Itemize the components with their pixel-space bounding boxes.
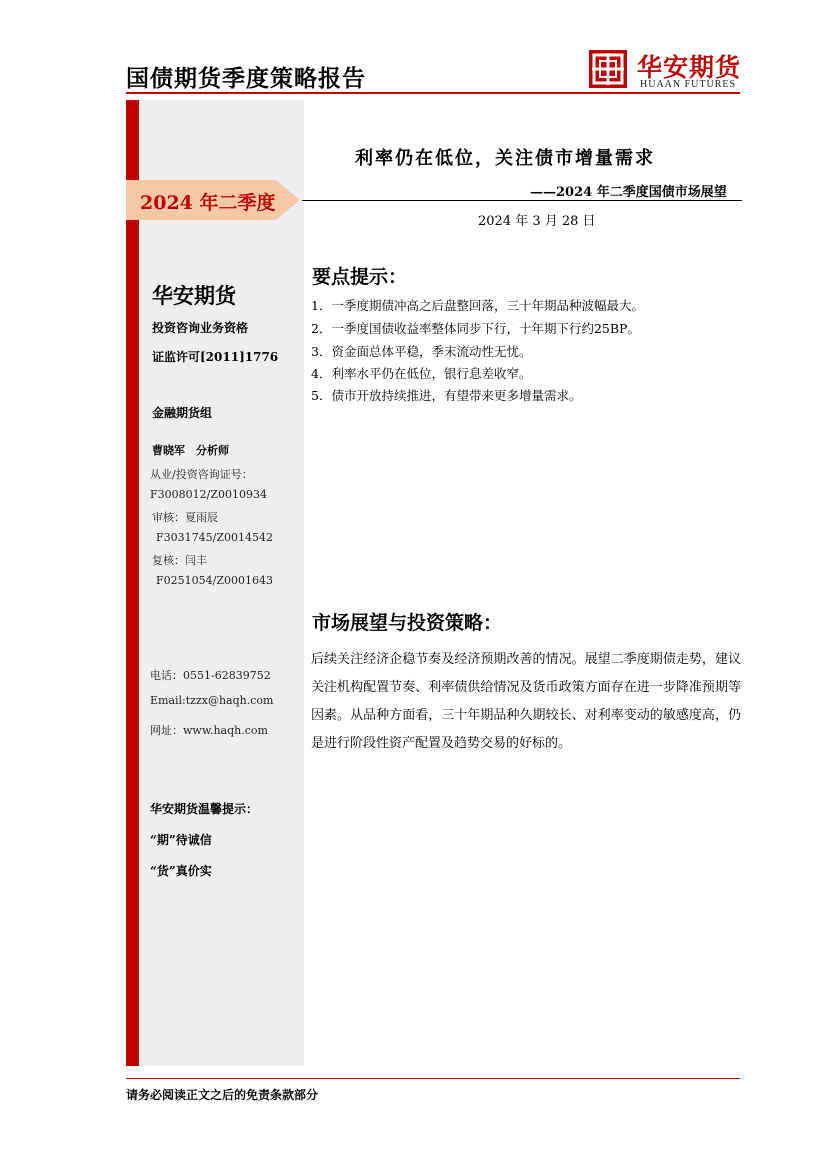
footer-disclaimer: 请务必阅读正文之后的免责条款部分	[126, 1088, 319, 1102]
key-point-item: 5．债市开放持续推进，有望带来更多增量需求。	[311, 388, 582, 403]
season-label: 2024 年二季度	[140, 192, 276, 214]
tip-2: “货”真价实	[150, 864, 212, 878]
key-point-item: 4．利率水平仍在低位，银行息差收窄。	[311, 366, 532, 381]
sidebar-company: 华安期货	[152, 284, 236, 308]
key-points-heading: 要点提示：	[312, 266, 408, 288]
outlook-body: 后续关注经济企稳节奏及经济预期改善的情况。展望二季度期债走势，建议关注机构配置节奏、利率债供给情况及货币政策方面存在进一步降准预期等因素。从品种方面看，三十年期品种久期较长、对利率变动的敏感度高，仍是进行阶段性资产配置及趋势交易的好标的。	[311, 652, 741, 751]
logo-company-name: 华安期货	[637, 53, 742, 82]
group-name: 金融期货组	[152, 406, 213, 420]
reviewer: 审核：夏雨辰	[152, 511, 218, 524]
key-point-item: 2．一季度国债收益率整体同步下行，十年期下行约25BP。	[311, 321, 640, 336]
analyst-name: 曹晓军 分析师	[152, 444, 229, 457]
logo-company-english: HUAAN FUTURES	[640, 79, 737, 90]
outlook-heading: 市场展望与投资策略：	[312, 612, 503, 634]
qualification-line-2: 证监许可[2011]1776	[152, 350, 279, 364]
report-subtitle: ——2024 年二季度国债市场展望	[530, 185, 727, 200]
subtitle-divider	[302, 200, 742, 201]
tips-title: 华安期货温馨提示：	[150, 802, 259, 816]
contact-phone: 电话：0551-62839752	[150, 669, 271, 682]
cert-number: F3008012/Z0010934	[150, 488, 267, 501]
report-type-title: 国债期货季度策略报告	[126, 66, 366, 92]
sidebar-accent-bar	[126, 100, 139, 1066]
rechecker: 复核：闫丰	[152, 554, 207, 567]
footer-divider	[126, 1078, 740, 1079]
qualification-line-1: 投资咨询业务资格	[152, 321, 249, 335]
tip-1: “期”待诚信	[150, 833, 212, 847]
key-point-item: 1．一季度期债冲高之后盘整回落，三十年期品种波幅最大。	[311, 298, 644, 313]
contact-email[interactable]: Email:tzzx@haqh.com	[150, 694, 274, 707]
company-logo-icon	[589, 50, 627, 88]
header-divider	[126, 92, 740, 94]
reviewer-number: F3031745/Z0014542	[156, 531, 273, 544]
rechecker-number: F0251054/Z0001643	[156, 574, 273, 587]
report-date: 2024 年 3 月 28 日	[478, 214, 596, 229]
contact-website[interactable]: 网址：www.haqh.com	[150, 724, 268, 737]
report-title: 利率仍在低位，关注债市增量需求	[355, 148, 655, 169]
key-point-item: 3．资金面总体平稳，季末流动性无忧。	[311, 344, 532, 359]
cert-label: 从业/投资咨询证号：	[150, 468, 253, 481]
